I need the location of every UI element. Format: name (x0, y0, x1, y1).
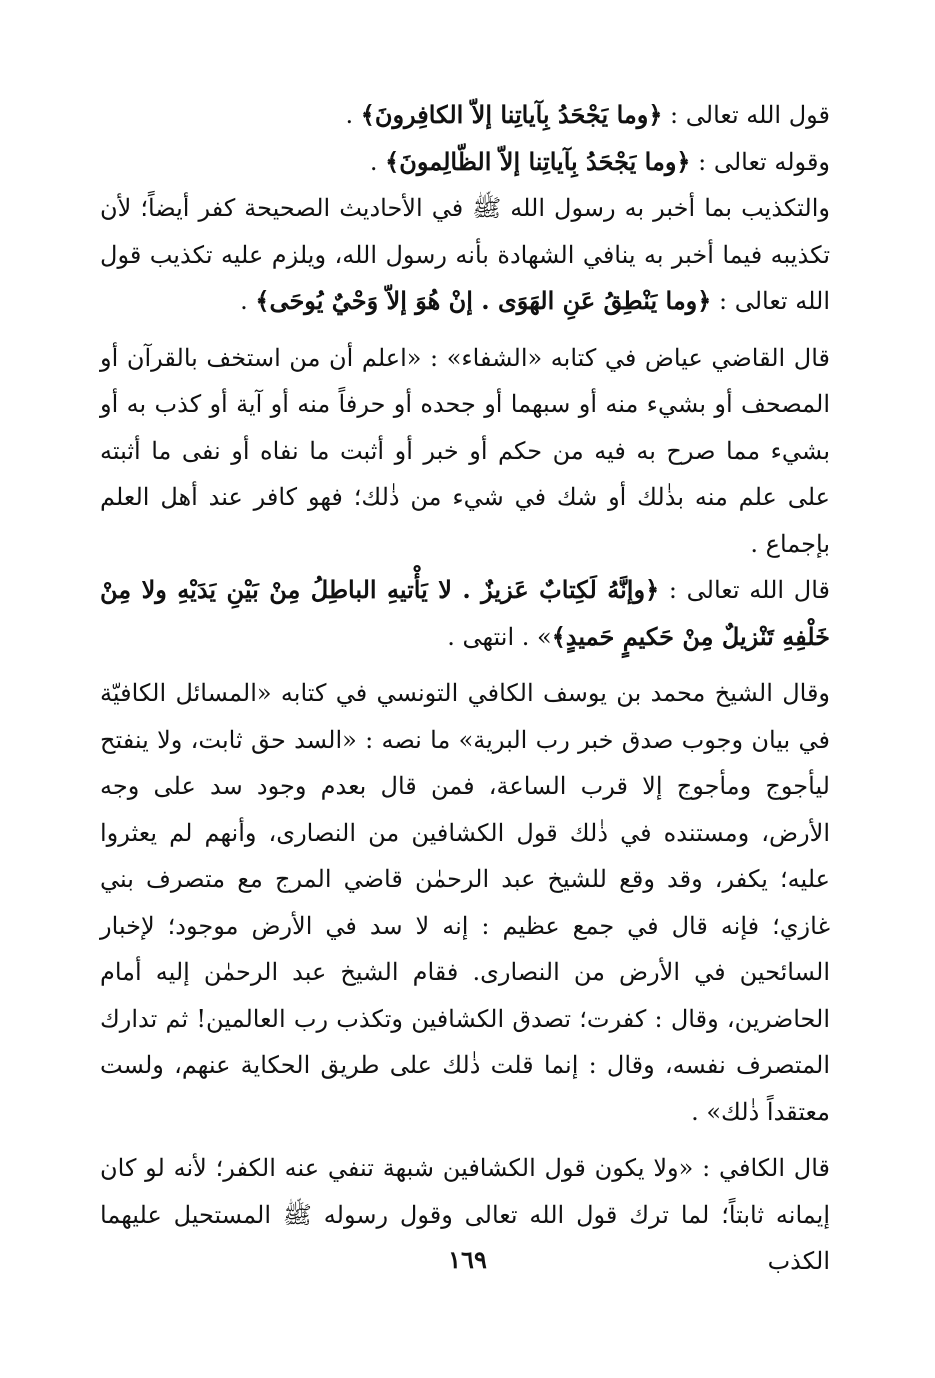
paragraph-6 (100, 670, 830, 1135)
paragraph-3-verse: ﴿وما يَنْطِقُ عَنِ الهَوَى . إنْ هُوَ إلاّ وَحْيٌ يُوحَى﴾ (255, 286, 712, 315)
paragraph-2-end: . (369, 147, 386, 176)
paragraph-1-verse: ﴿وما يَجْحَدُ بِآياتِنا إلاّ الكافِرونَ﴾ (360, 100, 663, 129)
paragraph-5 (100, 567, 830, 660)
paragraph-3-text: والتكذيب بما أخبر به رسول الله ﷺ في الأحاديث الصحيحة كفر أيضاً؛ لأن تكذيبه فيما أخبر به ينافي الشهادة بأنه رسول الله، ويلزم عليه تكذيب قول الله تعالى : (100, 194, 830, 315)
paragraph-4-text: قال القاضي عياض في كتابه «الشفاء» : «اعلم أن من استخف بالقرآن أو المصحف أو بشيء منه أو سبهما أو جحده أو حرفاً منه أو آية أو كذب به أو بشيء مما صرح به فيه من حكم أو خبر أو أثبت ما نفاه أو نفى ما أثبته على علم منه بذٰلك أو شك في شيء من ذٰلك؛ فهو كافر عند أهل العلم بإجماع . (100, 343, 830, 558)
paragraph-4 (100, 335, 830, 568)
paragraph-5-verse: ﴿وإنَّهُ لَكِتابٌ عَزيزٌ . لا يَأْتيهِ الباطِلُ مِنْ بَيْنِ يَدَيْهِ ولا مِنْ خَلْفِهِ تَنْزيلٌ مِنْ حَكيمٍ حَميدٍ﴾ (100, 575, 830, 651)
paragraph-3 (100, 185, 830, 325)
paragraph-1 (100, 92, 830, 139)
paragraph-1-text: قول الله تعالى : (662, 101, 830, 129)
paragraph-1-end: . (345, 101, 361, 129)
paragraph-7-text: قال الكافي : «ولا يكون قول الكشافين شبهة تنفي عنه الكفر؛ لأنه لو كان إيمانه ثابتاً؛ لما ترك قول الله تعالى وقول رسوله ﷺ المستحيل عليهما الكذب (100, 1154, 830, 1275)
paragraph-5-end: » . انتهى . (447, 622, 552, 651)
page-body (100, 92, 830, 1285)
page-number: ١٦٩ (448, 1245, 487, 1274)
paragraph-2 (100, 139, 830, 186)
paragraph-5-text: قال الله تعالى : (659, 576, 830, 604)
paragraph-6-text: وقال الشيخ محمد بن يوسف الكافي التونسي في كتابه «المسائل الكافيّة في بيان وجوب صدق خبر رب البرية» ما نصه : «السد حق ثابت، ولا ينفتح ليأجوج ومأجوج إلا قرب الساعة، فمن قال بعدم وجود سد على وجه الأرض، ومستنده في ذٰلك قول الكشافين من النصارى، وأنهم لم يعثروا عليه؛ يكفر، وقد وقع للشيخ عبد الرحمٰن قاضي المرج مع متصرف بني غازي؛ فإنه قال في جمع عظيم : إنه لا سد في الأرض موجود؛ لإخبار السائحين في الأرض من النصارى. فقام الشيخ عبد الرحمٰن إليه أمام الحاضرين، وقال : كفرت؛ تصدق الكشافين وتكذب رب العالمين! ثم تدارك المتصرف نفسه، وقال : إنما قلت ذٰلك على طريق الحكاية عنهم، ولست معتقداً ذٰلك» . (100, 679, 830, 1126)
paragraph-3-end: . (240, 287, 256, 315)
paragraph-2-text: وقوله تعالى : (690, 147, 830, 176)
paragraph-2-verse: ﴿وما يَجْحَدُ بِآياتِنا إلاّ الظّالِمونَ﴾ (385, 146, 691, 176)
